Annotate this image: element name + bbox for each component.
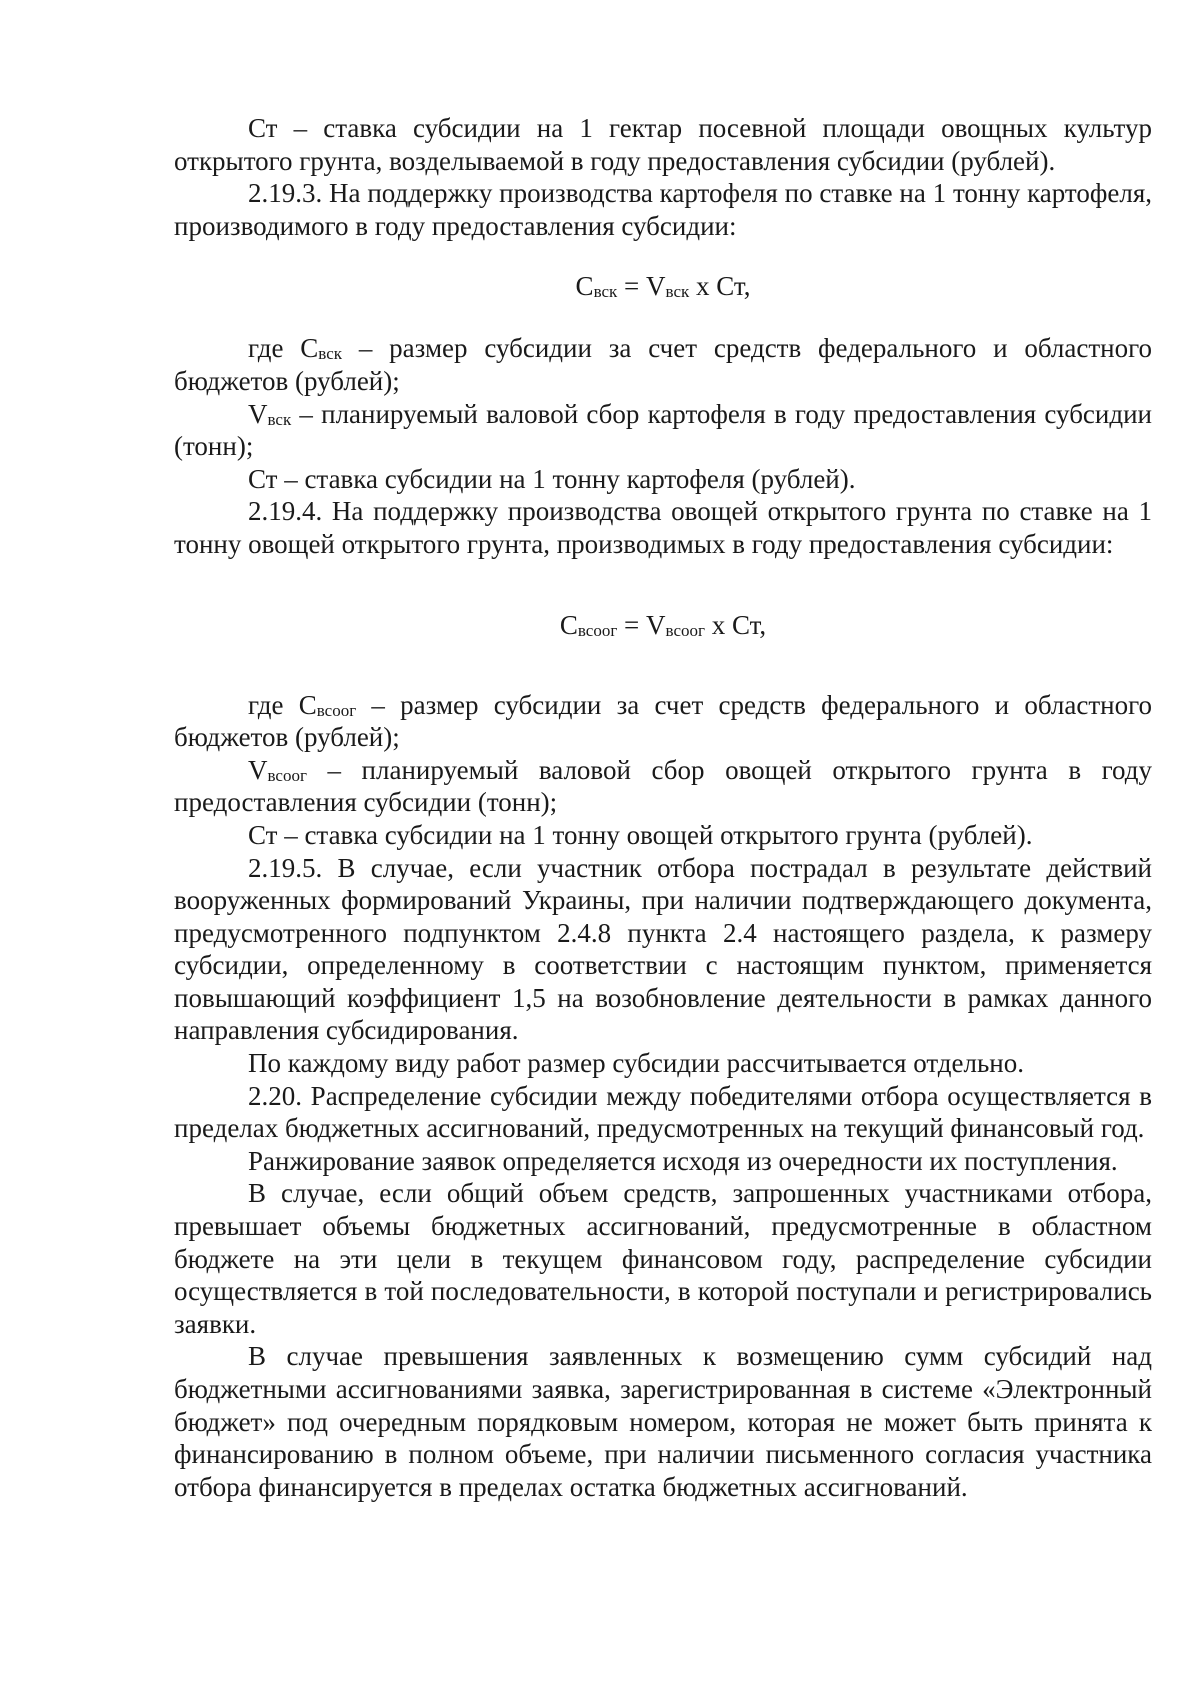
paragraph-definition-vsk [174,398,1152,463]
paragraph-rate-hectare: Ст – ставка субсидии на 1 гектар посевной площади овощных культур открытого грунта, возделываемой в году предоставления субсидии (рублей). [174,113,1152,176]
definition-prefix: V [248,398,268,429]
formula-eq: = [617,609,647,640]
definition-sub: всоог [267,765,307,785]
definition-prefix: где С [248,333,319,364]
paragraph-rate-potato: Ст – ставка субсидии на 1 тонну картофеля (рублей). [248,463,856,494]
paragraph-ranking: Ранжирование заявок определяется исходя из очередности их поступления. [248,1145,1118,1176]
formula-rhs: х Ст, [704,609,767,640]
definition-text: – планируемый валовой сбор картофеля в году предоставления субсидии (тонн); [174,398,1152,462]
formula-v-sub: вск [665,282,690,302]
paragraph-2-19-3: 2.19.3. На поддержку производства картофеля по ставке на 1 тонну картофеля, производимого в году предоставления субсидии: [174,178,1152,241]
paragraph-rate-vegetables: Ст – ставка субсидии на 1 тонну овощей открытого грунта (рублей). [248,819,1033,850]
formula-potato [174,270,1152,302]
paragraph-2-20: 2.20. Распределение субсидии между победителями отбора осуществляется в пределах бюджетных ассигнований, предусмотренных на текущий финансовый год. [174,1080,1152,1144]
paragraph-2-19-5: 2.19.5. В случае, если участник отбора пострадал в результате действий вооруженных формирований Украины, при наличии подтверждающего документа, предусмотренного подпунктом 2.4.8 пункта 2.4 настоящего раздела, к размеру субсидии, определенному в соответствии с настоящим пунктом, применяется повышающий коэффициент 1,5 на возобновление деятельности в рамках данного направления субсидирования. [174,852,1152,1046]
paragraph-2-19-4: 2.19.4. На поддержку производства овощей открытого грунта по ставке на 1 тонну овощей открытого грунта, производимых в году предоставления субсидии: [174,496,1152,559]
definition-sub: всоог [316,700,357,720]
formula-v: V [646,271,666,302]
definition-sub: вск [318,344,343,364]
paragraph-separate-calc: По каждому виду работ размер субсидии рассчитывается отдельно. [248,1048,1024,1079]
paragraph-excess-amounts: В случае превышения заявленных к возмещению сумм субсидий над бюджетными ассигнованиями заявка, зарегистрированная в системе «Электронный бюджет» под очередным порядковым номером, которая не может быть принята к финансированию в полном объеме, при наличии письменного согласия участника отбора финансируется в пределах остатка бюджетных ассигнований. [174,1341,1152,1502]
formula-eq: = [617,271,647,302]
definition-prefix: V [248,754,268,785]
formula-vegetables [174,609,1152,641]
paragraph-definition-csoog [174,689,1152,754]
definition-text: – размер субсидии за счет средств федерального и областного бюджетов (рублей); [174,689,1152,753]
definition-text: – планируемый валовой сбор овощей открытого грунта в году предоставления субсидии (тонн); [174,754,1152,818]
formula-lhs-sub: вск [593,282,618,302]
formula-lhs-sub: всоог [577,620,618,640]
formula-lhs: С [559,609,578,640]
formula-v-sub: всоог [665,620,705,640]
paragraph-definition-vsoog [174,754,1152,819]
formula-v: V [646,609,666,640]
definition-sub: вск [267,409,292,429]
definition-prefix: где С [248,689,317,720]
document-page [174,112,1152,1503]
paragraph-excess-volume: В случае, если общий объем средств, запрошенных участниками отбора, превышает объемы бюджетных ассигнований, предусмотренные в областном бюджете на эти цели в текущем финансовом году, распределение субсидии осуществляется в той последовательности, в которой поступали и регистрировались заявки. [174,1178,1152,1339]
formula-rhs: х Ст, [689,271,751,302]
paragraph-definition-csk [174,332,1152,397]
formula-lhs: С [575,271,594,302]
definition-text: – размер субсидии за счет средств федерального и областного бюджетов (рублей); [174,333,1153,396]
